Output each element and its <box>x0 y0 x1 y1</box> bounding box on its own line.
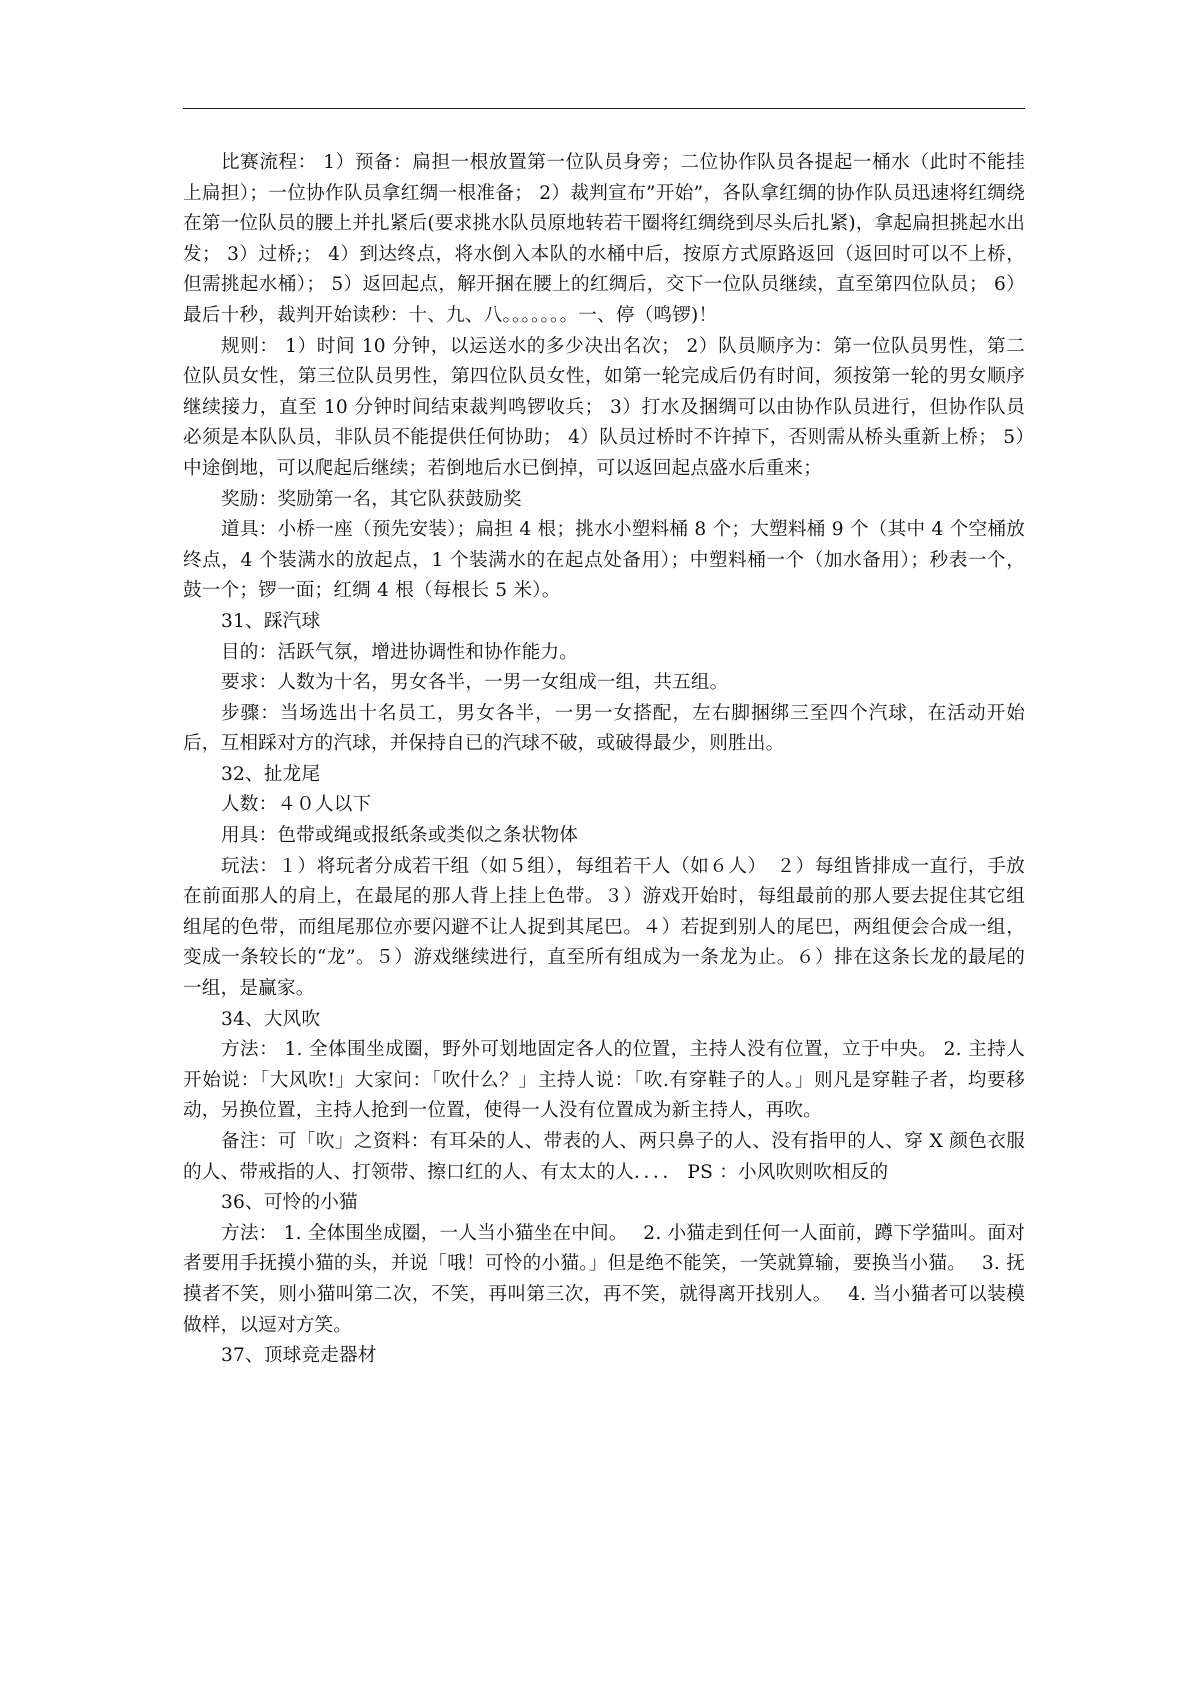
paragraph-method-36: 方法： 1. 全体围坐成圈，一人当小猫坐在中间。 2. 小猫走到任何一人面前，蹲下学猫叫。面对者要用手抚摸小猫的头，并说「哦！可怜的小猫。」但是绝不能笑，一笑就算输，要换当小猫。 3. 抚摸者不笑，则小猫叫第二次，不笑，再叫第三次，再不笑，就得离开找别人。 4. 当小猫者可以装模做样，以逗对方笑。 <box>183 1222 1025 1336</box>
paragraph-steps: 步骤：当场选出十名员工，男女各半，一男一女搭配，左右脚捆绑三至四个汽球，在活动开始后，互相踩对方的汽球，并保持自已的汽球不破，或破得最少，则胜出。 <box>183 702 1025 755</box>
paragraph-purpose: 目的：活跃气氛，增进协调性和协作能力。 <box>221 641 579 663</box>
section-heading-34: 34、大风吹 <box>221 1008 321 1030</box>
paragraph-headcount: 人数：４０人以下 <box>221 794 372 816</box>
paragraph-method-34: 方法： 1. 全体围坐成圈，野外可划地固定各人的位置，主持人没有位置，立于中央。 2. 主持人开始说：「大风吹!」大家问：「吹什么？」主持人说：「吹.有穿鞋子的人。」则凡是穿鞋子者，均要移动，另换位置，主持人抢到一位置，使得一人没有位置成为新主持人，再吹。 <box>183 1039 1025 1122</box>
paragraph-race-procedure: 比赛流程： 1）预备：扁担一根放置第一位队员身旁；二位协作队员各提起一桶水（此时不能挂上扁担）；一位协作队员拿红绸一根准备； 2）裁判宣布”开始”，各队拿红绸的协作队员迅速将红绸绕在第一位队员的腰上并扎紧后(要求挑水队员原地转若干圈将红绸绕到尽头后扎紧)，拿起扁担挑起水出发； 3）过桥;； 4）到达终点，将水倒入本队的水桶中后，按原方式原路返回（返回时可以不上桥，但需挑起水桶）； 5）返回起点，解开捆在腰上的红绸后，交下一位队员继续，直至第四位队员； 6）最后十秒，裁判开始读秒：十、九、八。。。。。。。一、停（鸣锣)！ <box>183 152 1025 326</box>
section-heading-36: 36、可怜的小猫 <box>221 1192 358 1214</box>
paragraph-rules: 规则： 1）时间 10 分钟，以运送水的多少决出名次； 2）队员顺序为：第一位队员男性，第二位队员女性，第三位队员男性，第四位队员女性，如第一轮完成后仍有时间，须按第一轮的男女顺序继续接力，直至 10 分钟时间结束裁判鸣锣收兵； 3）打水及捆绸可以由协作队员进行，但协作队员必须是本队队员，非队员不能提供任何协助； 4）队员过桥时不许掉下，否则需从桥头重新上桥； 5）中途倒地，可以爬起后继续；若倒地后水已倒掉，可以返回起点盛水后重来； <box>183 335 1025 479</box>
paragraph-props: 道具：小桥一座（预先安装）；扁担 4 根；挑水小塑料桶 8 个；大塑料桶 9 个（其中 4 个空桶放终点，4 个装满水的放起点，1 个装满水的在起点处备用）；中塑料桶一个（加水备用）；秒表一个，鼓一个；锣一面；红绸 4 根（每根长 5 米）。 <box>183 519 1025 602</box>
paragraph-equipment: 用具：色带或绳或报纸条或类似之条状物体 <box>221 825 579 847</box>
section-heading-32: 32、扯龙尾 <box>221 763 321 785</box>
paragraph-notes: 备注：可「吹」之资料：有耳朵的人、带表的人、两只鼻子的人、没有指甲的人、穿 X 颜色衣服的人、带戒指的人、打领带、擦口红的人、有太太的人．．．． PS ：小风吹则吹相反的 <box>183 1131 1025 1183</box>
paragraph-gameplay: 玩法：１）将玩者分成若干组（如５组），每组若干人（如６人） ２）每组皆排成一直行，手放在前面那人的肩上，在最尾的那人背上挂上色带。３）游戏开始时，每组最前的那人要去捉住其它组组尾的色带，而组尾那位亦要闪避不让人捉到其尾巴。４）若捉到别人的尾巴，两组便会合成一组，变成一条较长的“龙”。５）游戏继续进行，直至所有组成为一条龙为止。６）排在这条长龙的最尾的一组，是赢家。 <box>183 855 1025 1000</box>
section-heading-31: 31、踩汽球 <box>221 610 321 632</box>
paragraph-requirements: 要求：人数为十名，男女各半，一男一女组成一组，共五组。 <box>221 672 729 694</box>
paragraph-reward: 奖励：奖励第一名，其它队获鼓励奖 <box>221 488 522 510</box>
document-body <box>183 148 1025 1372</box>
section-heading-37: 37、顶球竞走器材 <box>221 1345 377 1367</box>
header-rule <box>183 108 1025 109</box>
